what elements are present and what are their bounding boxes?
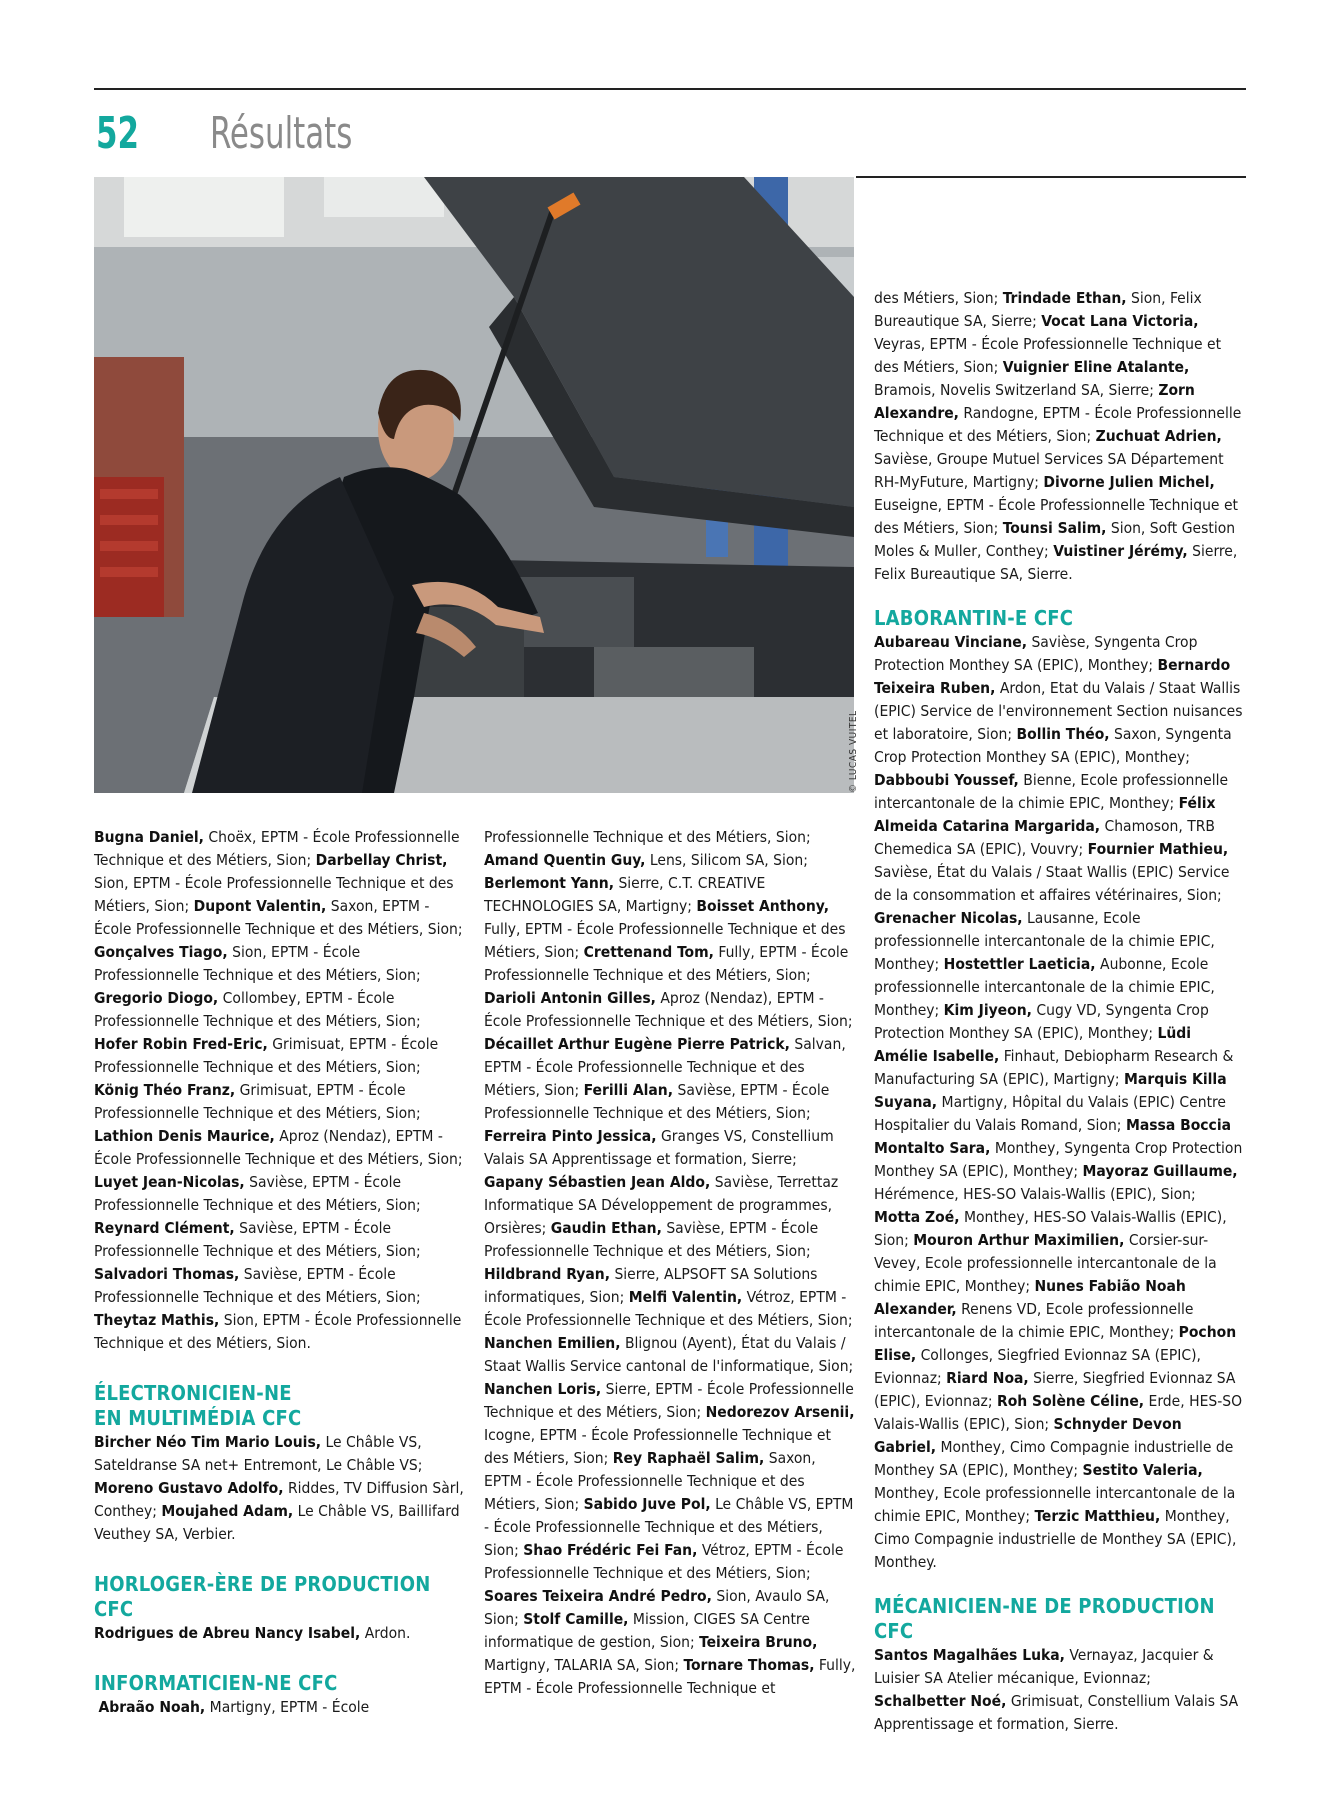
photo-credit: © LUCAS VUITEL (848, 710, 859, 793)
top-rule (94, 88, 1246, 90)
heading-electronicien: ÉLECTRONICIEN-NE EN MULTIMÉDIA CFC (94, 1381, 302, 1430)
text-block-electronicien: Bircher Néo Tim Mario Louis, Le Châble VS, Sateldranse SA net+ Entremont, Le Châble VS; Moreno Gustavo Adolfo, Riddes, TV Diffusion Sàrl, Conthey; Moujahed Adam, Le Châble VS, Baillifard Veuthey SA, Verbier. (94, 1433, 464, 1543)
header-rule (856, 176, 1246, 178)
heading-informaticien: INFORMATICIEN-NE CFC (94, 1671, 338, 1695)
text-block-informaticien-cont: Bugna Daniel, Choëx, EPTM - École Professionnelle Technique et des Métiers, Sion; Darbellay Christ, Sion, EPTM - École Professionnelle Technique et des Métiers, Sion; Dupont Valentin, Saxon, EPTM - École Professionnelle Technique et des Métiers, Sion; Gonçalves Tiago, Sion, EPTM - École Professionnelle Technique et des Métiers, Sion; Gregorio Diogo, Collombey, EPTM - École Professionnelle Technique et des Métiers, Sion; Hofer Robin Fred-Eric, Grimisuat, EPTM - École Professionnelle Technique et des Métiers, Sion; König Théo Franz, Grimisuat, EPTM - École Professionnelle Technique et des Métiers, Sion; Lathion Denis Maurice, Aproz (Nendaz), EPTM - École Professionnelle Technique et des Métiers, Sion; Luyet Jean-Nicolas, Savièse, EPTM - École Professionnelle Technique et des Métiers, Sion; Reynard Clément, Savièse, EPTM - École Professionnelle Technique et des Métiers, Sion; Salvadori Thomas, Savièse, EPTM - École Professionnelle Technique et des Métiers, Sion; Theytaz Mathis, Sion, EPTM - École Professionnelle Technique et des Métiers, Sion. (94, 828, 463, 1352)
heading-laborantin: LABORANTIN-E CFC (874, 606, 1074, 630)
column-3 (874, 287, 1246, 1736)
heading-horloger: HORLOGER-ÈRE DE PRODUCTION CFC (94, 1572, 431, 1621)
text-block-informaticien-list: Professionnelle Technique et des Métiers, Sion; Amand Quentin Guy, Lens, Silicom SA, Sion; Berlemont Yann, Sierre, C.T. CREATIVE TECHNOLOGIES SA, Martigny; Boisset Anthony, Fully, EPTM - École Professionnelle Technique et des Métiers, Sion; Crettenand Tom, Fully, EPTM - École Professionnelle Technique et des Métiers, Sion; Darioli Antonin Gilles, Aproz (Nendaz), EPTM - École Professionnelle Technique et des Métiers, Sion; Décaillet Arthur Eugène Pierre Patrick, Salvan, EPTM - École Professionnelle Technique et des Métiers, Sion; Ferilli Alan, Savièse, EPTM - École Professionnelle Technique et des Métiers, Sion; Ferreira Pinto Jessica, Granges VS, Constellium Valais SA Apprentissage et formation, Sierre; Gapany Sébastien Jean Aldo, Savièse, Terrettaz Informatique SA Développement de programmes, Orsières; Gaudin Ethan, Savièse, EPTM - École Professionnelle Technique et des Métiers, Sion; Hildbrand Ryan, Sierre, ALPSOFT SA Solutions informatiques, Sion; Melfi Valentin, Vétroz, EPTM - École Professionnelle Technique et des Métiers, Sion; Nanchen Emilien, Blignou (Ayent), État du Valais / Staat Wallis Service cantonal de l'informatique, Sion; Nanchen Loris, Sierre, EPTM - École Professionnelle Technique et des Métiers, Sion; Nedorezov Arsenii, Icogne, EPTM - École Professionnelle Technique et des Métiers, Sion; Rey Raphaël Salim, Saxon, EPTM - École Professionnelle Technique et des Métiers, Sion; Sabido Juve Pol, Le Châble VS, EPTM - École Professionnelle Technique et des Métiers, Sion; Shao Frédéric Fei Fan, Vétroz, EPTM - École Professionnelle Technique et des Métiers, Sion; Soares Teixeira André Pedro, Sion, Avaulo SA, Sion; Stolf Camille, Mission, CIGES SA Centre informatique de gestion, Sion; Teixeira Bruno, Martigny, TALARIA SA, Sion; Tornare Thomas, Fully, EPTM - École Professionnelle Technique et (484, 828, 856, 1697)
text-block-informaticien: Abraão Noah, Martigny, EPTM - École (98, 1698, 370, 1716)
column-2 (484, 826, 856, 1700)
column-1 (94, 826, 466, 1719)
workshop-photo (94, 177, 854, 793)
text-block-laborantin: Aubareau Vinciane, Savièse, Syngenta Crop Protection Monthey SA (EPIC), Monthey; Bernardo Teixeira Ruben, Ardon, Etat du Valais / Staat Wallis (EPIC) Service de l'environnement Section nuisances et laboratoire, Sion; Bollin Théo, Saxon, Syngenta Crop Protection Monthey SA (EPIC), Monthey; Dabboubi Youssef, Bienne, Ecole professionnelle intercantonale de la chimie EPIC, Monthey; Félix Almeida Catarina Margarida, Chamoson, TRB Chemedica SA (EPIC), Vouvry; Fournier Mathieu, Savièse, État du Valais / Staat Wallis (EPIC) Service de la consommation et affaires vétérinaires, Sion; Grenacher Nicolas, Lausanne, Ecole professionnelle intercantonale de la chimie EPIC, Monthey; Hostettler Laeticia, Aubonne, Ecole professionnelle intercantonale de la chimie EPIC, Monthey; Kim Jiyeon, Cugy VD, Syngenta Crop Protection Monthey SA (EPIC), Monthey; Lüdi Amélie Isabelle, Finhaut, Debiopharm Research & Manufacturing SA (EPIC), Martigny; Marquis Killa Suyana, Martigny, Hôpital du Valais (EPIC) Centre Hospitalier du Valais Romand, Sion; Massa Boccia Montalto Sara, Monthey, Syngenta Crop Protection Monthey SA (EPIC), Monthey; Mayoraz Guillaume, Hérémence, HES-SO Valais-Wallis (EPIC), Sion; Motta Zoé, Monthey, HES-SO Valais-Wallis (EPIC), Sion; Mouron Arthur Maximilien, Corsier-sur-Vevey, Ecole professionnelle intercantonale de la chimie EPIC, Monthey; Nunes Fabião Noah Alexander, Renens VD, Ecole professionnelle intercantonale de la chimie EPIC, Monthey; Pochon Elise, Collonges, Siegfried Evionnaz SA (EPIC), Evionnaz; Riard Noa, Sierre, Siegfried Evionnaz SA (EPIC), Evionnaz; Roh Solène Céline, Erde, HES-SO Valais-Wallis (EPIC), Sion; Schnyder Devon Gabriel, Monthey, Cimo Compagnie industrielle de Monthey SA (EPIC), Monthey; Sestito Valeria, Monthey, Ecole professionnelle intercantonale de la chimie EPIC, Monthey; Terzic Matthieu, Monthey, Cimo Compagnie industrielle de Monthey SA (EPIC), Monthey. (874, 633, 1243, 1571)
text-block-informaticien-end: des Métiers, Sion; Trindade Ethan, Sion, Felix Bureautique SA, Sierre; Vocat Lana Victoria, Veyras, EPTM - École Professionnelle Technique et des Métiers, Sion; Vuignier Eline Atalante, Bramois, Novelis Switzerland SA, Sierre; Zorn Alexandre, Randogne, EPTM - École Professionnelle Technique et des Métiers, Sion; Zuchuat Adrien, Savièse, Groupe Mutuel Services SA Département RH-MyFuture, Martigny; Divorne Julien Michel, Euseigne, EPTM - École Professionnelle Technique et des Métiers, Sion; Tounsi Salim, Sion, Soft Gestion Moles & Muller, Conthey; Vuistiner Jérémy, Sierre, Felix Bureautique SA, Sierre. (874, 289, 1242, 583)
text-block-mecanicien: Santos Magalhães Luka, Vernayaz, Jacquier & Luisier SA Atelier mécanique, Evionnaz; Schalbetter Noé, Grimisuat, Constellium Valais SA Apprentissage et formation, Sierre. (874, 1646, 1239, 1733)
text-block-horloger: Rodrigues de Abreu Nancy Isabel, Ardon. (94, 1624, 411, 1642)
page-number: 52 (96, 108, 139, 159)
page-title: Résultats (210, 108, 353, 159)
heading-mecanicien: MÉCANICIEN-NE DE PRODUCTION CFC (874, 1594, 1215, 1643)
